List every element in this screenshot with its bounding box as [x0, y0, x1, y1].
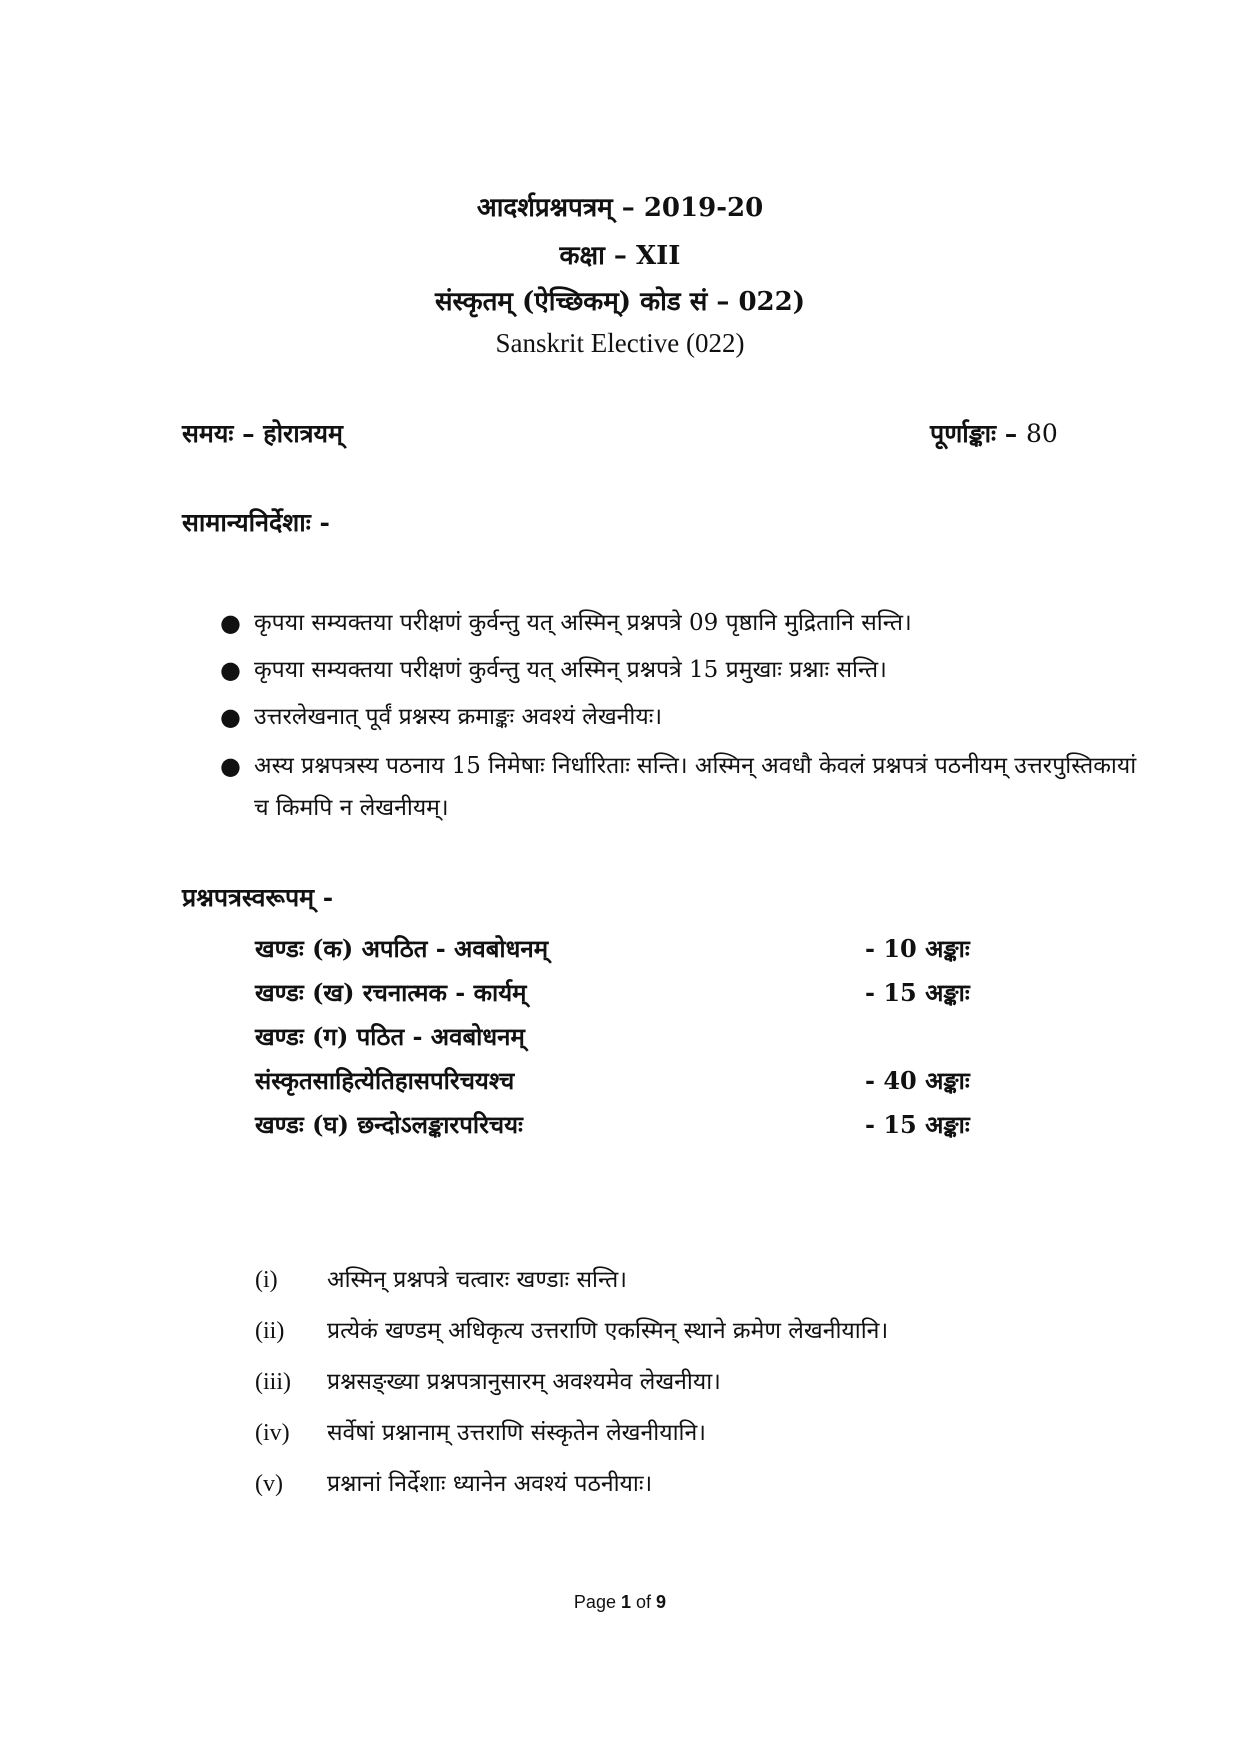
- general-instructions-list: [220, 600, 1140, 829]
- table-row: [255, 932, 975, 976]
- list-item: [255, 1408, 1155, 1459]
- section-marks: - 15 अङ्काः: [865, 1110, 970, 1139]
- table-row: [255, 1108, 975, 1152]
- bullet-icon: ●: [220, 656, 241, 684]
- list-item: [220, 647, 1140, 694]
- list-item: [255, 1255, 1155, 1306]
- item-number: (iv): [255, 1420, 290, 1446]
- paper-title: आदर्शप्रश्नपत्रम् – 2019-20: [476, 193, 764, 223]
- bullet-icon: ●: [220, 752, 241, 780]
- page-prefix: Page: [573, 1592, 616, 1612]
- page-current: 1: [620, 1592, 631, 1612]
- section-name: खण्डः (ख) रचनात्मक - कार्यम्: [255, 978, 527, 1007]
- table-row: [255, 1020, 975, 1064]
- list-item: [255, 1357, 1155, 1408]
- paper-structure-title: प्रश्नपत्रस्वरूपम् -: [182, 883, 334, 912]
- page-total: 9: [656, 1592, 667, 1612]
- section-marks: - 10 अङ्काः: [865, 934, 970, 963]
- list-item-text: कृपया सम्यक्तया परीक्षणं कुर्वन्तु यत् अस्मिन् प्रश्नपत्रे 15 प्रमुखाः प्रश्नाः सन्ति।: [254, 657, 887, 683]
- list-item: [220, 600, 1140, 647]
- max-marks: [930, 416, 1058, 450]
- page-of: of: [636, 1592, 652, 1612]
- bullet-icon: ●: [220, 609, 241, 637]
- section-marks: [865, 1020, 975, 1064]
- list-item-text: उत्तरलेखनात् पूर्वं प्रश्नस्य क्रमाङ्कः अवश्यं लेखनीयः।: [254, 704, 663, 730]
- table-row: [255, 1064, 975, 1108]
- item-text: सर्वेषां प्रश्नानाम् उत्तराणि संस्कृतेन लेखनीयानि।: [327, 1420, 706, 1446]
- paper-structure-table: [255, 932, 975, 1152]
- item-number: (i): [255, 1267, 278, 1293]
- table-row: [255, 976, 975, 1020]
- numbered-instructions-list: [255, 1255, 1155, 1510]
- item-number: (ii): [255, 1318, 285, 1344]
- section-name: संस्कृतसाहित्येतिहासपरिचयश्च: [255, 1066, 515, 1095]
- item-text: अस्मिन् प्रश्नपत्रे चत्वारः खण्डाः सन्ति।: [327, 1267, 627, 1293]
- section-name: खण्डः (क) अपठित - अवबोधनम्: [255, 934, 549, 963]
- item-text: प्रश्नसङ्ख्या प्रश्नपत्रानुसारम् अवश्यमेव लेखनीया।: [327, 1369, 721, 1395]
- item-number: (v): [255, 1471, 283, 1497]
- bullet-icon: ●: [220, 703, 241, 731]
- subject-code-label: संस्कृतम् (ऐच्छिकम्) कोड सं – 022): [434, 287, 806, 317]
- list-item-text: अस्य प्रश्नपत्रस्य पठनाय 15 निमेषाः निर्धारिताः सन्ति। अस्मिन् अवधौ केवलं प्रश्नपत्रं पठनीयम् उत्तरपुस्तिकायां च किमपि न लेखनीयम्।: [254, 753, 1137, 821]
- class-label: कक्षा – XII: [559, 241, 681, 271]
- max-marks-value: 80: [1026, 419, 1058, 448]
- general-instructions-title: सामान्यनिर्देशाः -: [182, 508, 330, 537]
- list-item: [255, 1459, 1155, 1510]
- max-marks-label: पूर्णाङ्काः –: [930, 419, 1018, 448]
- item-number: (iii): [255, 1369, 291, 1395]
- subject-english-label: Sanskrit Elective (022): [495, 328, 745, 358]
- section-marks: - 15 अङ्काः: [865, 978, 970, 1007]
- list-item: [220, 745, 1140, 829]
- item-text: प्रत्येकं खण्डम् अधिकृत्य उत्तराणि एकस्मिन् स्थाने क्रमेण लेखनीयानि।: [327, 1318, 889, 1344]
- list-item: [255, 1306, 1155, 1357]
- list-item: [220, 694, 1140, 741]
- page-footer: [0, 1592, 1240, 1613]
- section-marks: - 40 अङ्काः: [865, 1066, 970, 1095]
- time-label: समयः – होरात्रयम्: [182, 419, 344, 448]
- item-text: प्रश्नानां निर्देशाः ध्यानेन अवश्यं पठनीयाः।: [327, 1471, 653, 1497]
- section-name: खण्डः (घ) छन्दोऽलङ्कारपरिचयः: [255, 1110, 523, 1139]
- section-name: खण्डः (ग) पठित - अवबोधनम्: [255, 1022, 525, 1051]
- list-item-text: कृपया सम्यक्तया परीक्षणं कुर्वन्तु यत् अस्मिन् प्रश्नपत्रे 09 पृष्ठानि मुद्रितानि सन्ति।: [254, 610, 912, 636]
